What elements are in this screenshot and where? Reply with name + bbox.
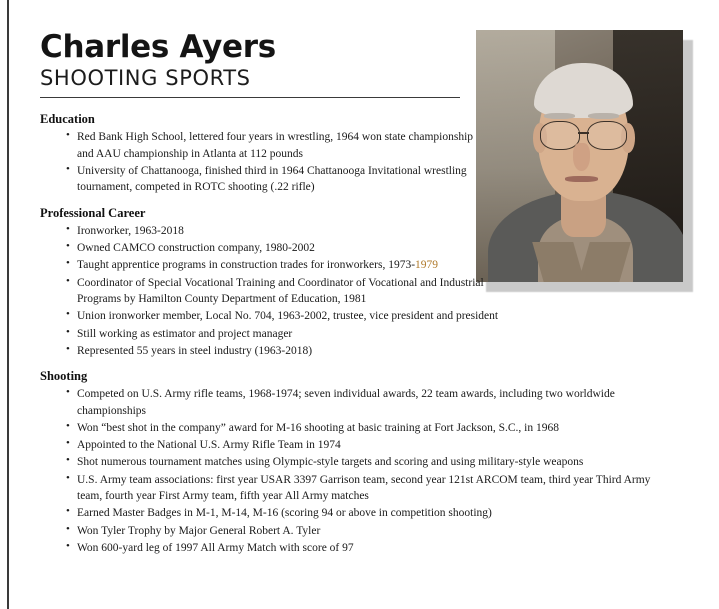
list-item: • Union ironworker member, Local No. 704, 1963-2002, trustee, vice president and president: [66, 308, 637, 324]
list-item: • Shot numerous tournament matches using Olympic-style targets and scoring and using military-style weapons: [66, 454, 677, 470]
list-item: • U.S. Army team associations: first year USAR 3397 Garrison team, second year 121st ARCOM team, third year Third Army team, fourth year First Army team, fifth year All Army matches: [66, 472, 677, 505]
page-title: Charles Ayers: [40, 29, 276, 65]
left-margin-rule: [7, 0, 9, 609]
title-block: [40, 30, 460, 98]
list-item: • Won 600-yard leg of 1997 All Army Match with score of 97: [66, 540, 677, 556]
list-item: • Coordinator of Special Vocational Training and Coordinator of Vocational and Industrial Programs by Hamilton County Department of Education, 1981: [66, 275, 502, 308]
document-content: [40, 30, 680, 557]
list-item: • Competed on U.S. Army rifle teams, 1968-1974; seven individual awards, 22 team awards, including two worldwide championships: [66, 386, 677, 419]
section-list: [40, 223, 680, 360]
section-list: [40, 129, 680, 195]
list-item: • University of Chattanooga, finished third in 1964 Chattanooga Invitational wrestling tournament, competed in ROTC shooting (.22 rifle): [66, 163, 482, 196]
list-item: • Won Tyler Trophy by Major General Robert A. Tyler: [66, 523, 677, 539]
list-item: • Ironworker, 1963-2018: [66, 223, 502, 239]
section-heading: Professional Career: [40, 205, 146, 220]
list-item: • Taught apprentice programs in construction trades for ironworkers, 1973-1979: [66, 257, 502, 273]
list-item: • Red Bank High School, lettered four years in wrestling, 1964 won state championship and AAU championship in Atlanta at 112 pounds: [66, 129, 482, 162]
highlighted-year: 1979: [415, 259, 439, 272]
section-education: [40, 112, 680, 195]
section-shooting: [40, 369, 680, 556]
list-item: • Still working as estimator and project manager: [66, 326, 637, 342]
title-divider: [40, 97, 460, 98]
page-subtitle: SHOOTING SPORTS: [40, 66, 251, 91]
list-item: • Owned CAMCO construction company, 1980-2002: [66, 240, 502, 256]
section-heading: Shooting: [40, 369, 88, 384]
list-item: • Appointed to the National U.S. Army Rifle Team in 1974: [66, 437, 677, 453]
section-heading: Education: [40, 112, 95, 127]
list-item: • Represented 55 years in steel industry (1963-2018): [66, 343, 637, 359]
list-item: • Won “best shot in the company” award for M-16 shooting at basic training at Fort Jackson, S.C., in 1968: [66, 420, 677, 436]
section-list: [40, 386, 680, 556]
list-item: • Earned Master Badges in M-1, M-14, M-16 (scoring 94 or above in competition shooting): [66, 505, 677, 521]
section-professional-career: [40, 206, 680, 360]
